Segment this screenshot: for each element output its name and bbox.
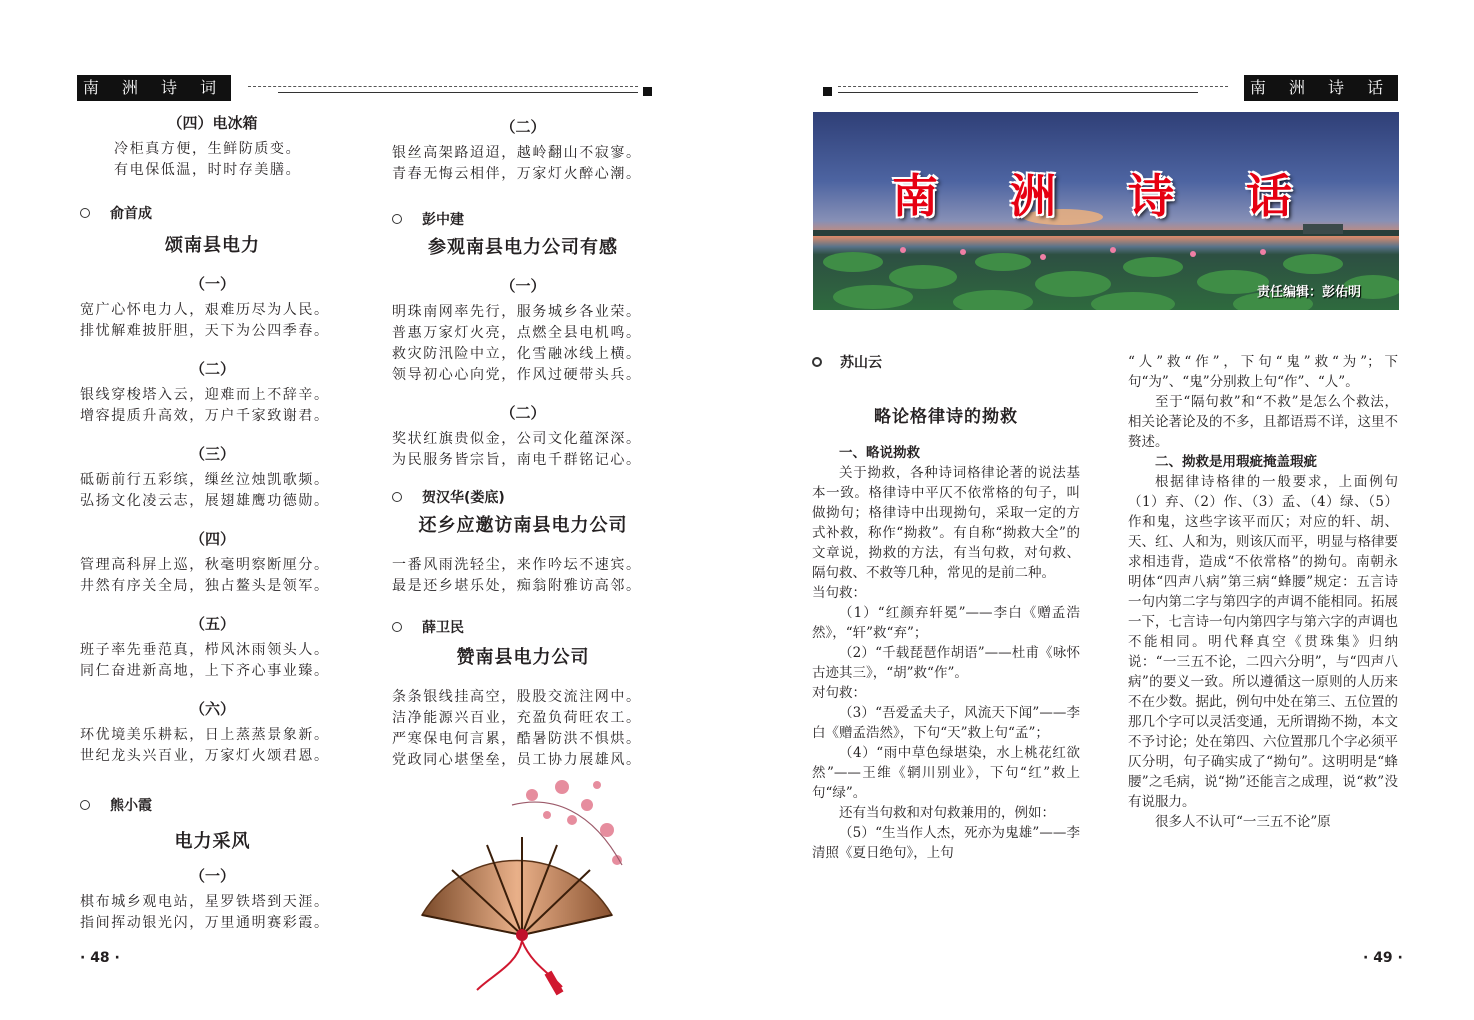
poem-title: 颂南县电力 (165, 235, 260, 256)
author-byline (80, 203, 345, 223)
poem-title: 参观南县电力公司有感 (428, 237, 618, 258)
page-number: · 48 · (80, 950, 120, 966)
fan-tassel (545, 971, 564, 996)
article-paragraph: 当句救： (812, 585, 866, 601)
poem-line: 明珠南网率先行，服务城乡各业荣。 (392, 304, 642, 320)
poem-line: 严寒保电何言累，酷暑防洪不惧烘。 (392, 731, 642, 747)
poem-line: 一番风雨洗轻尘，来作吟坛不速宾。 (392, 557, 642, 573)
header-square (643, 87, 652, 96)
article-paragraph: 很多人不认可“一三五不论”原 (1155, 814, 1331, 830)
poem-subheading: （六） (189, 700, 235, 718)
header-dash-line (838, 86, 1228, 87)
poem-line: 班子率先垂范真，栉风沐雨领头人。 (80, 642, 330, 658)
poem-line: 宽广心怀电力人，艰难历尽为人民。 (80, 302, 330, 318)
article-title: 略论格律诗的拗救 (874, 407, 1018, 427)
poem-subheading: （二） (189, 360, 235, 378)
blossom-branch (526, 780, 622, 865)
article-paragraph: 关于拗救，各种诗词格律论著的说法基本一致。格律诗中平仄不依常格的句子，叫做拗句；格律诗中出现拗句，采取一定的方式补救，称作“拗救”。有自称“拗救大全”的文章说，拗救的方法，有当句救，对句救、隔句救、不救等几种，常见的是前二种。 (812, 465, 1080, 581)
poem-line: 棋布城乡观电站，星罗铁塔到天涯。 (80, 894, 330, 910)
poem-line: 冷柜真方便，生鲜防质变。 (114, 141, 302, 157)
poem-title: 电力采风 (174, 831, 251, 852)
poem-title: 赞南县电力公司 (456, 647, 590, 668)
poem-line: 党政同心堪堡垒，员工协力展雄风。 (392, 752, 642, 768)
poem-line: 增容提质升高效，万户千家致谢君。 (80, 408, 330, 424)
bullet-circle-icon (392, 622, 402, 632)
article-paragraph: （4）“雨中草色绿堪染，水上桃花红欲然”——王维《辋川别业》，下句“红”救上句“绿”。 (812, 745, 1080, 801)
poem-line: 同仁奋进新高地，上下齐心事业臻。 (80, 663, 330, 679)
article-paragraph: 还有当句救和对句救兼用的，例如： (839, 805, 1055, 821)
poem-line: 领导初心心向党，作风过硬带头兵。 (392, 367, 642, 383)
poem-line: 世纪龙头兴百业，万家灯火颂君恩。 (80, 748, 330, 764)
author-byline (812, 352, 1080, 372)
header-rule (838, 92, 1198, 93)
article-column-2 (1128, 352, 1398, 832)
author-name: 苏山云 (840, 355, 882, 371)
article-paragraph: （2）“千载琵琶作胡语”——杜甫《咏怀古迹其三》，“胡”救“作”。 (812, 645, 1080, 681)
article-body-col2 (1128, 352, 1398, 832)
lotus-flowers (900, 247, 1266, 260)
header-square (823, 87, 832, 96)
article-paragraph: （1）“红颜弃轩冕”——李白《赠孟浩然》，“轩”救“弃”； (812, 605, 1080, 641)
banner-editor: 责任编辑：彭佑明 (1256, 285, 1361, 300)
poem-line: 最是还乡堪乐处，痴翁附雅访高邻。 (392, 578, 642, 594)
poem-line: 排忧解难披肝胆，天下为公四季春。 (80, 323, 330, 339)
page-number: · 49 · (1363, 950, 1403, 966)
section-tag: 南 洲 诗 词 (77, 75, 231, 101)
poem-line: 为民服务皆宗旨，南电千群铭记心。 (392, 452, 642, 468)
bullet-circle-icon (80, 208, 90, 218)
poem-line: 银丝高架路迢迢，越岭翻山不寂寥。 (392, 145, 642, 161)
author-byline (392, 617, 654, 637)
fan-pivot (516, 929, 528, 941)
poem-line: 救灾防汛险中立，化雪融冰线上横。 (392, 346, 642, 362)
article-paragraph: （3）“吾爱孟夫子，风流天下闻”——李白《赠孟浩然》，下句“天”救上句“孟”； (812, 705, 1080, 741)
header-dash-line (248, 86, 638, 87)
author-name: 贺汉华(娄底) (422, 490, 505, 506)
article-paragraph: “人”救“作”，下句“鬼”救“为”；下句“为”、“鬼”分别救上句“作”、“人”。 (1128, 354, 1398, 390)
poem-line: 普惠万家灯火亮，点燃全县电机鸣。 (392, 325, 642, 341)
article-paragraph: 根据律诗格律的一般要求，上面例句（1）弃、（2）作、（3）孟、（4）绿、（5）作和鬼，这些字该平而仄；对应的轩、胡、天、红、人和为，则该仄而平，明显与格律要求相违背，造成“不依常格”的拗句。南朝永明体“四声八病”第三病“蜂腰”规定：五言诗一句内第二字与第四字的声调不能相同。拓展一下，七言诗一句内第四字与第六字的声调也不能相同。明代释真空《贯珠集》归纳说：“一三五不论，二四六分明”，与“四声八病”的要义一致。所以遵循这一原则的人历来不在少数。据此，例句中处在第三、五位置的那几个字可以灵活变通，无所谓拗不拗，本文不予讨论；处在第四、六位置那几个字必须平仄分明，句子确实成了“拗句”。这明明是“蜂腰”之毛病，说“拗”还能言之成理，说“救”没有说服力。 (1128, 474, 1398, 810)
poem-line: 指间挥动银光闪，万里通明赛彩霞。 (80, 915, 330, 931)
poem-line: 洁净能源兴百业，充盈负荷旺农工。 (392, 710, 642, 726)
article-paragraph: （5）“生当作人杰，死亦为鬼雄”——李清照《夏日绝句》，上句 (812, 825, 1080, 861)
author-name: 熊小霞 (110, 798, 152, 814)
article-body-col1 (812, 443, 1080, 863)
poem-line: 环优境美乐耕耘，日上蒸蒸景象新。 (80, 727, 330, 743)
poem-subheading: （二） (500, 118, 546, 136)
poem-line: 条条银线挂高空，股股交流注网中。 (392, 689, 642, 705)
poem-line: 管理高科屏上巡，秋毫明察断厘分。 (80, 557, 330, 573)
bullet-circle-icon (812, 357, 822, 367)
poem-subheading: （五） (189, 615, 235, 633)
poem-line: 青春无悔云相伴，万家灯火醉心潮。 (392, 166, 642, 182)
header-rule (278, 92, 638, 93)
poem-line: 井然有序关全局，独占鳌头是领军。 (80, 578, 330, 594)
poem-subheading: （二） (500, 404, 546, 422)
poem-subheading: （一） (189, 275, 235, 293)
bullet-circle-icon (392, 214, 402, 224)
banner-title: 南 洲 诗 话 (891, 169, 1321, 223)
fan-illustration (412, 775, 642, 1000)
section-heading: 一、略说拗救 (839, 445, 920, 461)
bullet-circle-icon (80, 800, 90, 810)
bullet-circle-icon (392, 492, 402, 502)
poem-subheading: （四） (189, 530, 235, 548)
poem-subheading: （四）电冰箱 (167, 114, 258, 132)
author-name: 俞首成 (110, 206, 152, 222)
author-name: 薛卫民 (422, 620, 464, 636)
article-paragraph: 至于“隔句救”和“不救”是怎么个救法，相关论著论及的不多，且都语焉不详，这里不赘述。 (1128, 394, 1398, 450)
article-column-1 (812, 352, 1080, 863)
poem-subheading: （三） (189, 445, 235, 463)
left-column-1 (80, 112, 345, 934)
author-byline (392, 209, 654, 229)
poem-line: 银线穿梭塔入云，迎难而上不辞辛。 (80, 387, 330, 403)
poem-subheading: （一） (189, 867, 235, 885)
poem3-parts (392, 275, 654, 471)
poem-title: 还乡应邀访南县电力公司 (418, 515, 628, 536)
section-tag: 南 洲 诗 话 (1244, 75, 1398, 101)
poem-line: 砥砺前行五彩缤，缫丝泣烛凯歌频。 (80, 472, 330, 488)
author-byline (392, 487, 654, 507)
article-paragraph: 对句救： (812, 685, 866, 701)
column-banner (813, 112, 1399, 310)
left-column-2 (392, 116, 654, 771)
author-byline (80, 795, 345, 815)
poem-line: 奖状红旗贵似金，公司文化蕴深深。 (392, 431, 642, 447)
section-heading: 二、拗救是用瑕疵掩盖瑕疵 (1155, 454, 1317, 470)
poem-line: 弘扬文化凌云志，展翅雄鹰功德勋。 (80, 493, 330, 509)
author-name: 彭中建 (422, 212, 464, 228)
poem-subheading: （一） (500, 277, 546, 295)
poem1-parts (80, 273, 345, 767)
poem-line: 有电保低温，时时存美膳。 (114, 162, 302, 178)
